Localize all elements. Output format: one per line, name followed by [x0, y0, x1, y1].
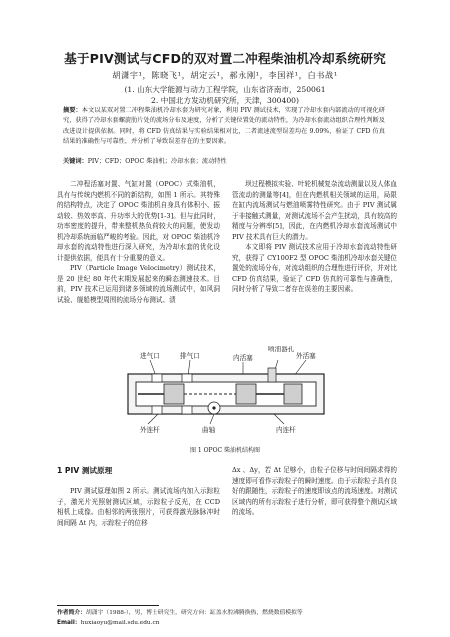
abstract-text: 本文以某双对置二冲程柴油机冷却水套为研究对象，利用 PIV 测试技术，实现了冷却水套内部流动的可视化研究，获得了冷却水套螺旋肋片处的流场分布及速度，分析了关键位置处的流动特性，为冷却水套流动组织合理性判断及改进设计提供依据。同时，将 CFD 仿真结果与实验结果相对比，二者流速流型误差均在 9.09%，验证了 CFD 仿真结果的准确性与可靠性，并分析了导致误差存在的主要因素。 [63, 107, 385, 145]
paragraph: PIV（Particle Image Velocimetry）测试技术，是 20 世纪 80 年代末期发展起来的瞬态测速技术。目前，PIV 技术已运用到诸多领域的流场测试中，如风洞试验、舰船模型周围的流场分布测试、渍 [57, 264, 220, 304]
paragraph: 坝过程模拟实验、叶轮机械复杂流动测量以及人体血管流动的测量等[4]，但在内燃机相关领域的运用，局限在缸内流场测试与燃油喷雾特性研究。由于 PIV 测试属于非接触式测量，对测试流场不会产生扰动，具有较高的精度与分辨率[5]，因此，在内燃机冷却水套流场测试中 PIV 技术具有巨大的潜力。 [232, 180, 397, 241]
affiliation-1: (1. 山东大学能源与动力工程学院，山东省济南市，250061 [124, 85, 326, 94]
injector-label: 喷油器孔 [268, 346, 295, 353]
email-address[interactable]: huxiaoyu@mail.sdu.edu.cn [80, 620, 160, 626]
paragraph: 二冲程活塞对置、气缸对置（OPOC）式柴油机，具有与传统内燃机不同的新结构，如图 1 所示。其特殊的结构特点，决定了 OPOC 柴油机自身具有体积小、振动较、热效率高、升功率大的优势[1-3]。但与此同时，功率密度的提升，带来整机热负荷较大的问题，使发动机冷却系统面临严峻的考验。因此，对 OPOC 柴油机冷却水套的流动特性进行深入研究，为冷却水套的优化设计提供依据，便具有十分重要的意义。 [57, 180, 220, 262]
inner-piston-label: 内活塞 [233, 354, 253, 362]
paper-title: 基于PIV测试与CFD的双对置二冲程柴油机冷却系统研究 [64, 51, 386, 66]
keywords-text: PIV；CFD；OPOC 柴油机；冷却水套；流动特性 [87, 158, 227, 165]
paragraph: PIV 测试原理如图 2 所示。测试流场内加入示踪粒子，激光片光照射测试区域，示踪粒子反光，在 CCD 相机上成像。由相邻的两张照片，可获得激光脉脉冲时间间隔 Δt 内，示踪粒子的位移 [57, 487, 220, 527]
crankshaft-label: 曲轴 [202, 426, 216, 434]
author-list: 胡潇宇¹，陈晓飞¹，胡定云¹，郝永刚¹，李国祥¹，白书战¹ [112, 70, 338, 80]
outer-piston-label: 外活塞 [296, 352, 316, 360]
abstract-label: 摘要： [63, 107, 82, 114]
footnote-divider [57, 605, 159, 606]
paragraph: Δx 、Δy，若 Δt 足够小，由粒子位移与时间间隔求得的速度即可看作示踪粒子的瞬时速度。由于示踪粒子具有良好的跟随性，示踪粒子的速度即该点的流场速度。对测试区域内的所有示踪粒子进行分析，即可获得整个测试区域的流场。 [232, 466, 397, 516]
intake-label: 进气口 [140, 352, 160, 360]
keywords-label: 关键词： [63, 158, 88, 165]
figure-caption: 图 1 OPOC 柴油机结构图 [189, 447, 260, 454]
engine-block [128, 368, 324, 414]
body-column-right [232, 179, 397, 295]
author-footnote [57, 607, 303, 616]
email-label: Email： [57, 620, 81, 626]
body-column-left [57, 179, 220, 305]
section-heading: 1 PIV 测试原理 [57, 466, 113, 475]
affiliation-2: 2. 中国北方发动机研究所，天津，300400) [151, 96, 299, 105]
opoc-engine-diagram [118, 346, 334, 434]
exhaust-label: 排气口 [180, 352, 200, 360]
inner-rod-label: 内连杆 [276, 426, 296, 434]
author-footnote-text: 胡潇宇（1988-），男，博士研究生，研究方向：缸盖水腔沸腾换热，燃烧数值模拟等 [86, 610, 303, 616]
section-1-column-right [232, 465, 397, 518]
author-footnote-label: 作者简介： [57, 610, 86, 616]
abstract [63, 106, 385, 147]
email-footnote [57, 617, 160, 626]
outer-rod-label: 外连杆 [140, 426, 160, 434]
section-1-column-left [57, 486, 220, 528]
keywords [63, 157, 385, 166]
paragraph: 本文即将 PIV 测试技术应用于冷却水套流动特性研究，获得了 CY100F2 型 OPOC 柴油机冷却水套关键位置处的流场分布，对流动组织的合理性进行评价，并对比 CFD 仿真结果，验证了 CFD 仿真的可靠性与准确性，同时分析了导致二者存在误差的主要因素。 [232, 243, 397, 293]
